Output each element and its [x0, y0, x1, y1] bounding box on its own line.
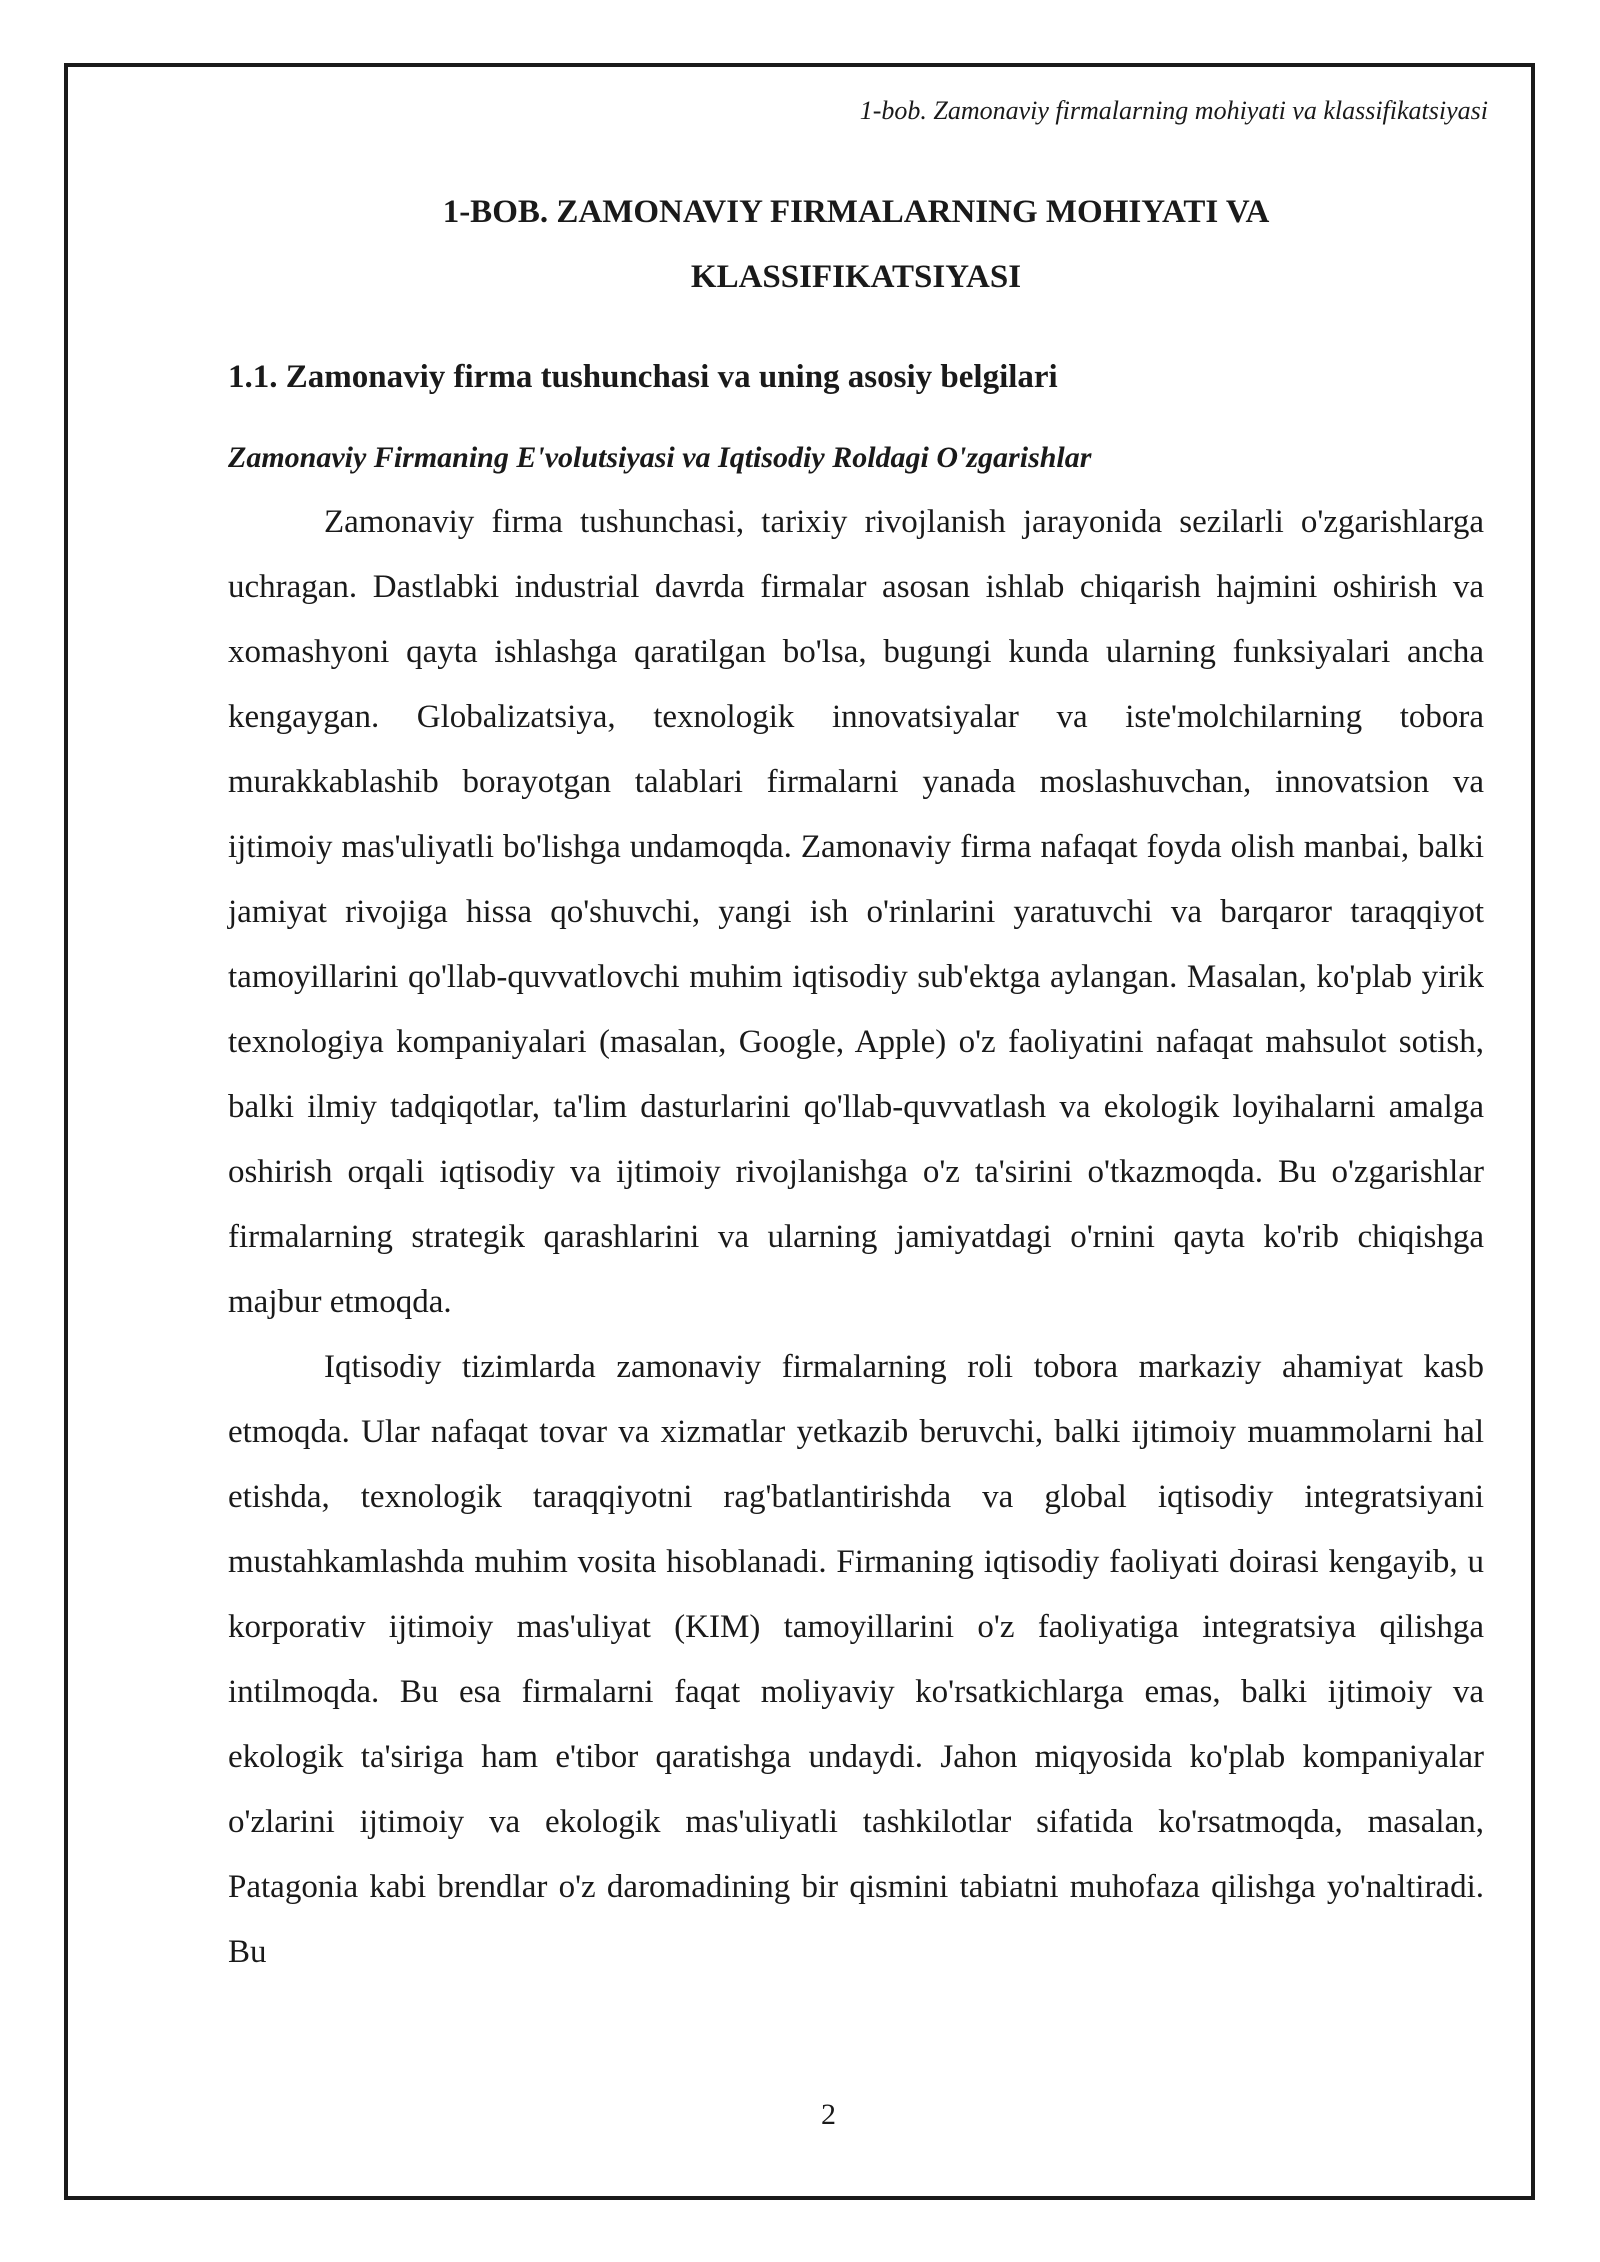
chapter-title-line1: 1-BOB. ZAMONAVIY FIRMALARNING MOHIYATI VA [442, 194, 1270, 230]
body-paragraph-2: Iqtisodiy tizimlarda zamonaviy firmalarning roli tobora markaziy ahamiyat kasb etmoqda. Ular nafaqat tovar va xizmatlar yetkazib beruvchi, balki ijtimoiy muammolarni hal etishda, texnologik taraqqiyotni rag'batlantirishda va global iqtisodiy integratsiyani mustahkamlashda muhim vosita hisoblanadi. Firmaning iqtisodiy faoliyati doirasi kengayib, u korporativ ijtimoiy mas'uliyat (KIM) tamoyillarini o'z faoliyatiga integratsiya qilishga intilmoqda. Bu esa firmalarni faqat moliyaviy ko'rsatkichlarga emas, balki ijtimoiy va ekologik ta'siriga ham e'tibor qaratishga undaydi. Jahon miqyosida ko'plab kompaniyalar o'zlarini ijtimoiy va ekologik mas'uliyatli tashkilotlar sifatida ko'rsatmoqda, masalan, Patagonia kabi brendlar o'z daromadining bir qismini tabiatni muhofaza qilishga yo'naltiradi. Bu [228, 1349, 1484, 1970]
section-subtitle: Zamonaviy Firmaning E'volutsiyasi va Iqtisodiy Roldagi O'zgarishlar [228, 441, 1092, 474]
section-title: 1.1. Zamonaviy firma tushunchasi va uning asosiy belgilari [228, 359, 1058, 395]
chapter-title-line2: KLASSIFIKATSIYASI [690, 259, 1022, 295]
page-number: 2 [821, 2098, 836, 2131]
chapter-title [228, 180, 1484, 310]
document-body [228, 180, 1484, 1985]
running-header: 1-bob. Zamonaviy firmalarning mohiyati va klassifikatsiyasi [859, 96, 1488, 125]
body-paragraph-1: Zamonaviy firma tushunchasi, tarixiy rivojlanish jarayonida sezilarli o'zgarishlarga uchragan. Dastlabki industrial davrda firmalar asosan ishlab chiqarish hajmini oshirish va xomashyoni qayta ishlashga qaratilgan bo'lsa, bugungi kunda ularning funksiyalari ancha kengaygan. Globalizatsiya, texnologik innovatsiyalar va iste'molchilarning tobora murakkablashib borayotgan talablari firmalarni yanada moslashuvchan, innovatsion va ijtimoiy mas'uliyatli bo'lishga undamoqda. Zamonaviy firma nafaqat foyda olish manbai, balki jamiyat rivojiga hissa qo'shuvchi, yangi ish o'rinlarini yaratuvchi va barqaror taraqqiyot tamoyillarini qo'llab-quvvatlovchi muhim iqtisodiy sub'ektga aylangan. Masalan, ko'plab yirik texnologiya kompaniyalari (masalan, Google, Apple) o'z faoliyatini nafaqat mahsulot sotish, balki ilmiy tadqiqotlar, ta'lim dasturlarini qo'llab-quvvatlash va ekologik loyihalarni amalga oshirish orqali iqtisodiy va ijtimoiy rivojlanishga o'z ta'sirini o'tkazmoqda. Bu o'zgarishlar firmalarning strategik qarashlarini va ularning jamiyatdagi o'rnini qayta ko'rib chiqishga majbur etmoqda. [228, 504, 1484, 1320]
